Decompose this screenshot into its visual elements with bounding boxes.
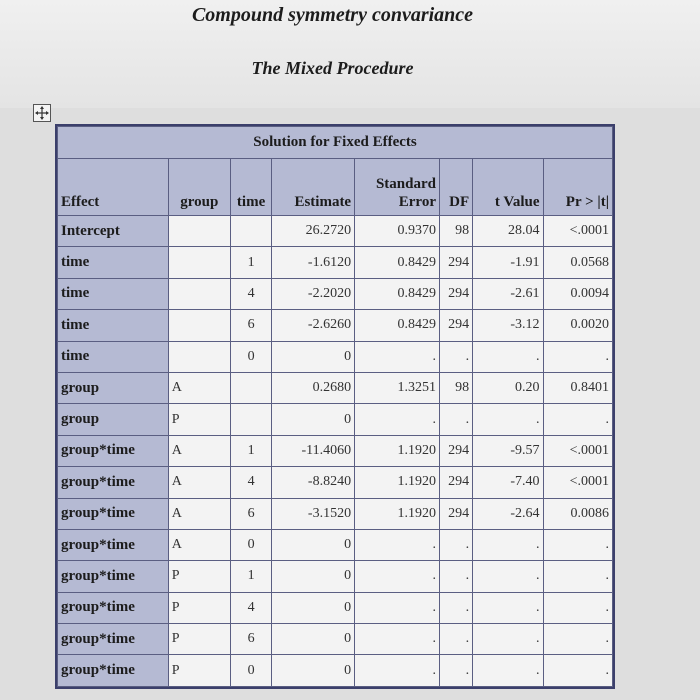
stderr-cell: . bbox=[355, 592, 440, 623]
column-header-df bbox=[439, 159, 472, 216]
estimate-cell: 0 bbox=[272, 341, 355, 372]
column-header-group bbox=[168, 159, 230, 216]
time-cell: 0 bbox=[230, 529, 271, 560]
pvalue-cell: 0.0020 bbox=[543, 310, 613, 341]
table-row bbox=[58, 435, 613, 466]
tvalue-cell: . bbox=[473, 529, 543, 560]
pvalue-cell: <.0001 bbox=[543, 435, 613, 466]
table-row bbox=[58, 529, 613, 560]
stderr-cell: . bbox=[355, 624, 440, 655]
stderr-cell: . bbox=[355, 529, 440, 560]
group-cell: A bbox=[168, 467, 230, 498]
pvalue-cell: . bbox=[543, 655, 613, 686]
table-row bbox=[58, 624, 613, 655]
tvalue-cell: -3.12 bbox=[473, 310, 543, 341]
stderr-cell: 0.8429 bbox=[355, 278, 440, 309]
table-row bbox=[58, 310, 613, 341]
effect-cell: Intercept bbox=[58, 216, 169, 247]
df-cell: . bbox=[439, 561, 472, 592]
stderr-cell: 0.8429 bbox=[355, 247, 440, 278]
estimate-cell: 0 bbox=[272, 561, 355, 592]
table-row bbox=[58, 655, 613, 686]
tvalue-cell: -7.40 bbox=[473, 467, 543, 498]
estimate-cell: 0.2680 bbox=[272, 372, 355, 403]
table-row bbox=[58, 247, 613, 278]
time-cell: 4 bbox=[230, 467, 271, 498]
time-cell bbox=[230, 404, 271, 435]
group-cell: A bbox=[168, 498, 230, 529]
estimate-cell: 0 bbox=[272, 624, 355, 655]
df-cell: . bbox=[439, 529, 472, 560]
time-cell bbox=[230, 372, 271, 403]
effect-cell: group*time bbox=[58, 529, 169, 560]
group-cell: P bbox=[168, 624, 230, 655]
estimate-cell: 26.2720 bbox=[272, 216, 355, 247]
df-cell: . bbox=[439, 655, 472, 686]
group-cell bbox=[168, 278, 230, 309]
column-header-text: Effect bbox=[61, 194, 100, 210]
fixed-effects-table bbox=[55, 124, 615, 689]
column-header-text: t Value bbox=[494, 194, 540, 210]
group-cell: P bbox=[168, 561, 230, 592]
tvalue-cell: -2.64 bbox=[473, 498, 543, 529]
effect-cell: group*time bbox=[58, 655, 169, 686]
group-cell bbox=[168, 247, 230, 278]
effect-cell: group bbox=[58, 372, 169, 403]
effect-cell: group bbox=[58, 404, 169, 435]
stderr-cell: . bbox=[355, 655, 440, 686]
pvalue-cell: <.0001 bbox=[543, 467, 613, 498]
tvalue-cell: . bbox=[473, 624, 543, 655]
effect-cell: group*time bbox=[58, 561, 169, 592]
tvalue-cell: . bbox=[473, 341, 543, 372]
group-cell bbox=[168, 216, 230, 247]
stderr-cell: 1.1920 bbox=[355, 467, 440, 498]
estimate-cell: -1.6120 bbox=[272, 247, 355, 278]
df-cell: 294 bbox=[439, 435, 472, 466]
pvalue-cell: . bbox=[543, 529, 613, 560]
pvalue-cell: 0.0094 bbox=[543, 278, 613, 309]
time-cell: 6 bbox=[230, 624, 271, 655]
df-cell: 294 bbox=[439, 467, 472, 498]
column-header-text: DF bbox=[449, 194, 470, 210]
estimate-cell: 0 bbox=[272, 404, 355, 435]
pvalue-cell: 0.8401 bbox=[543, 372, 613, 403]
df-cell: . bbox=[439, 341, 472, 372]
estimate-cell: -2.2020 bbox=[272, 278, 355, 309]
tvalue-cell: . bbox=[473, 404, 543, 435]
stderr-cell: . bbox=[355, 341, 440, 372]
group-cell: P bbox=[168, 655, 230, 686]
group-cell: A bbox=[168, 435, 230, 466]
column-header-standard-error bbox=[355, 159, 440, 216]
effect-cell: group*time bbox=[58, 592, 169, 623]
stderr-cell: 1.1920 bbox=[355, 498, 440, 529]
estimate-cell: 0 bbox=[272, 655, 355, 686]
pvalue-cell: . bbox=[543, 341, 613, 372]
time-cell: 1 bbox=[230, 435, 271, 466]
table-row bbox=[58, 372, 613, 403]
column-header-p-value bbox=[543, 159, 613, 216]
estimate-cell: -3.1520 bbox=[272, 498, 355, 529]
stderr-cell: . bbox=[355, 404, 440, 435]
pvalue-cell: . bbox=[543, 404, 613, 435]
estimate-cell: -8.8240 bbox=[272, 467, 355, 498]
stderr-cell: 1.3251 bbox=[355, 372, 440, 403]
column-header-text: Pr > |t| bbox=[565, 194, 609, 210]
df-cell: 294 bbox=[439, 278, 472, 309]
column-header-t-value bbox=[473, 159, 543, 216]
stderr-cell: 0.9370 bbox=[355, 216, 440, 247]
column-header-estimate bbox=[272, 159, 355, 216]
table-row bbox=[58, 404, 613, 435]
df-cell: 98 bbox=[439, 216, 472, 247]
tvalue-cell: . bbox=[473, 592, 543, 623]
group-cell: P bbox=[168, 404, 230, 435]
time-cell bbox=[230, 216, 271, 247]
page-subtitle: The Mixed Procedure bbox=[251, 58, 414, 78]
column-header-time bbox=[230, 159, 271, 216]
effect-cell: group*time bbox=[58, 435, 169, 466]
time-cell: 0 bbox=[230, 655, 271, 686]
column-header-text: Error bbox=[398, 194, 436, 210]
time-cell: 6 bbox=[230, 498, 271, 529]
time-cell: 4 bbox=[230, 592, 271, 623]
effect-cell: group*time bbox=[58, 467, 169, 498]
effect-cell: group*time bbox=[58, 498, 169, 529]
table-row bbox=[58, 278, 613, 309]
move-cross-icon[interactable] bbox=[33, 104, 51, 122]
table-row bbox=[58, 341, 613, 372]
table-caption: Solution for Fixed Effects bbox=[58, 127, 613, 159]
time-cell: 4 bbox=[230, 278, 271, 309]
table-row bbox=[58, 498, 613, 529]
effect-cell: time bbox=[58, 310, 169, 341]
pvalue-cell: 0.0568 bbox=[543, 247, 613, 278]
column-header-text: Estimate bbox=[294, 194, 352, 210]
effect-cell: time bbox=[58, 247, 169, 278]
estimate-cell: -11.4060 bbox=[272, 435, 355, 466]
time-cell: 6 bbox=[230, 310, 271, 341]
df-cell: . bbox=[439, 592, 472, 623]
tvalue-cell: -9.57 bbox=[473, 435, 543, 466]
effect-cell: time bbox=[58, 278, 169, 309]
df-cell: 294 bbox=[439, 498, 472, 529]
column-header-effect bbox=[58, 159, 169, 216]
tvalue-cell: . bbox=[473, 655, 543, 686]
pvalue-cell: . bbox=[543, 592, 613, 623]
df-cell: 294 bbox=[439, 247, 472, 278]
effect-cell: time bbox=[58, 341, 169, 372]
stderr-cell: 0.8429 bbox=[355, 310, 440, 341]
effect-cell: group*time bbox=[58, 624, 169, 655]
group-cell: A bbox=[168, 529, 230, 560]
df-cell: 294 bbox=[439, 310, 472, 341]
column-header-text: time bbox=[236, 194, 266, 210]
estimate-cell: 0 bbox=[272, 529, 355, 560]
column-header-text: Standard bbox=[375, 176, 436, 192]
estimate-cell: -2.6260 bbox=[272, 310, 355, 341]
table-row bbox=[58, 561, 613, 592]
group-cell bbox=[168, 310, 230, 341]
table-row bbox=[58, 467, 613, 498]
group-cell: P bbox=[168, 592, 230, 623]
tvalue-cell: . bbox=[473, 561, 543, 592]
page-title: Compound symmetry convariance bbox=[191, 4, 474, 26]
pvalue-cell: <.0001 bbox=[543, 216, 613, 247]
tvalue-cell: -2.61 bbox=[473, 278, 543, 309]
tvalue-cell: 0.20 bbox=[473, 372, 543, 403]
pvalue-cell: 0.0086 bbox=[543, 498, 613, 529]
tvalue-cell: -1.91 bbox=[473, 247, 543, 278]
time-cell: 0 bbox=[230, 341, 271, 372]
tvalue-cell: 28.04 bbox=[473, 216, 543, 247]
table-row bbox=[58, 216, 613, 247]
stderr-cell: . bbox=[355, 561, 440, 592]
time-cell: 1 bbox=[230, 247, 271, 278]
pvalue-cell: . bbox=[543, 561, 613, 592]
estimate-cell: 0 bbox=[272, 592, 355, 623]
time-cell: 1 bbox=[230, 561, 271, 592]
df-cell: . bbox=[439, 404, 472, 435]
df-cell: . bbox=[439, 624, 472, 655]
stderr-cell: 1.1920 bbox=[355, 435, 440, 466]
pvalue-cell: . bbox=[543, 624, 613, 655]
group-cell: A bbox=[168, 372, 230, 403]
group-cell bbox=[168, 341, 230, 372]
df-cell: 98 bbox=[439, 372, 472, 403]
table-row bbox=[58, 592, 613, 623]
column-header-text: group bbox=[180, 194, 219, 210]
